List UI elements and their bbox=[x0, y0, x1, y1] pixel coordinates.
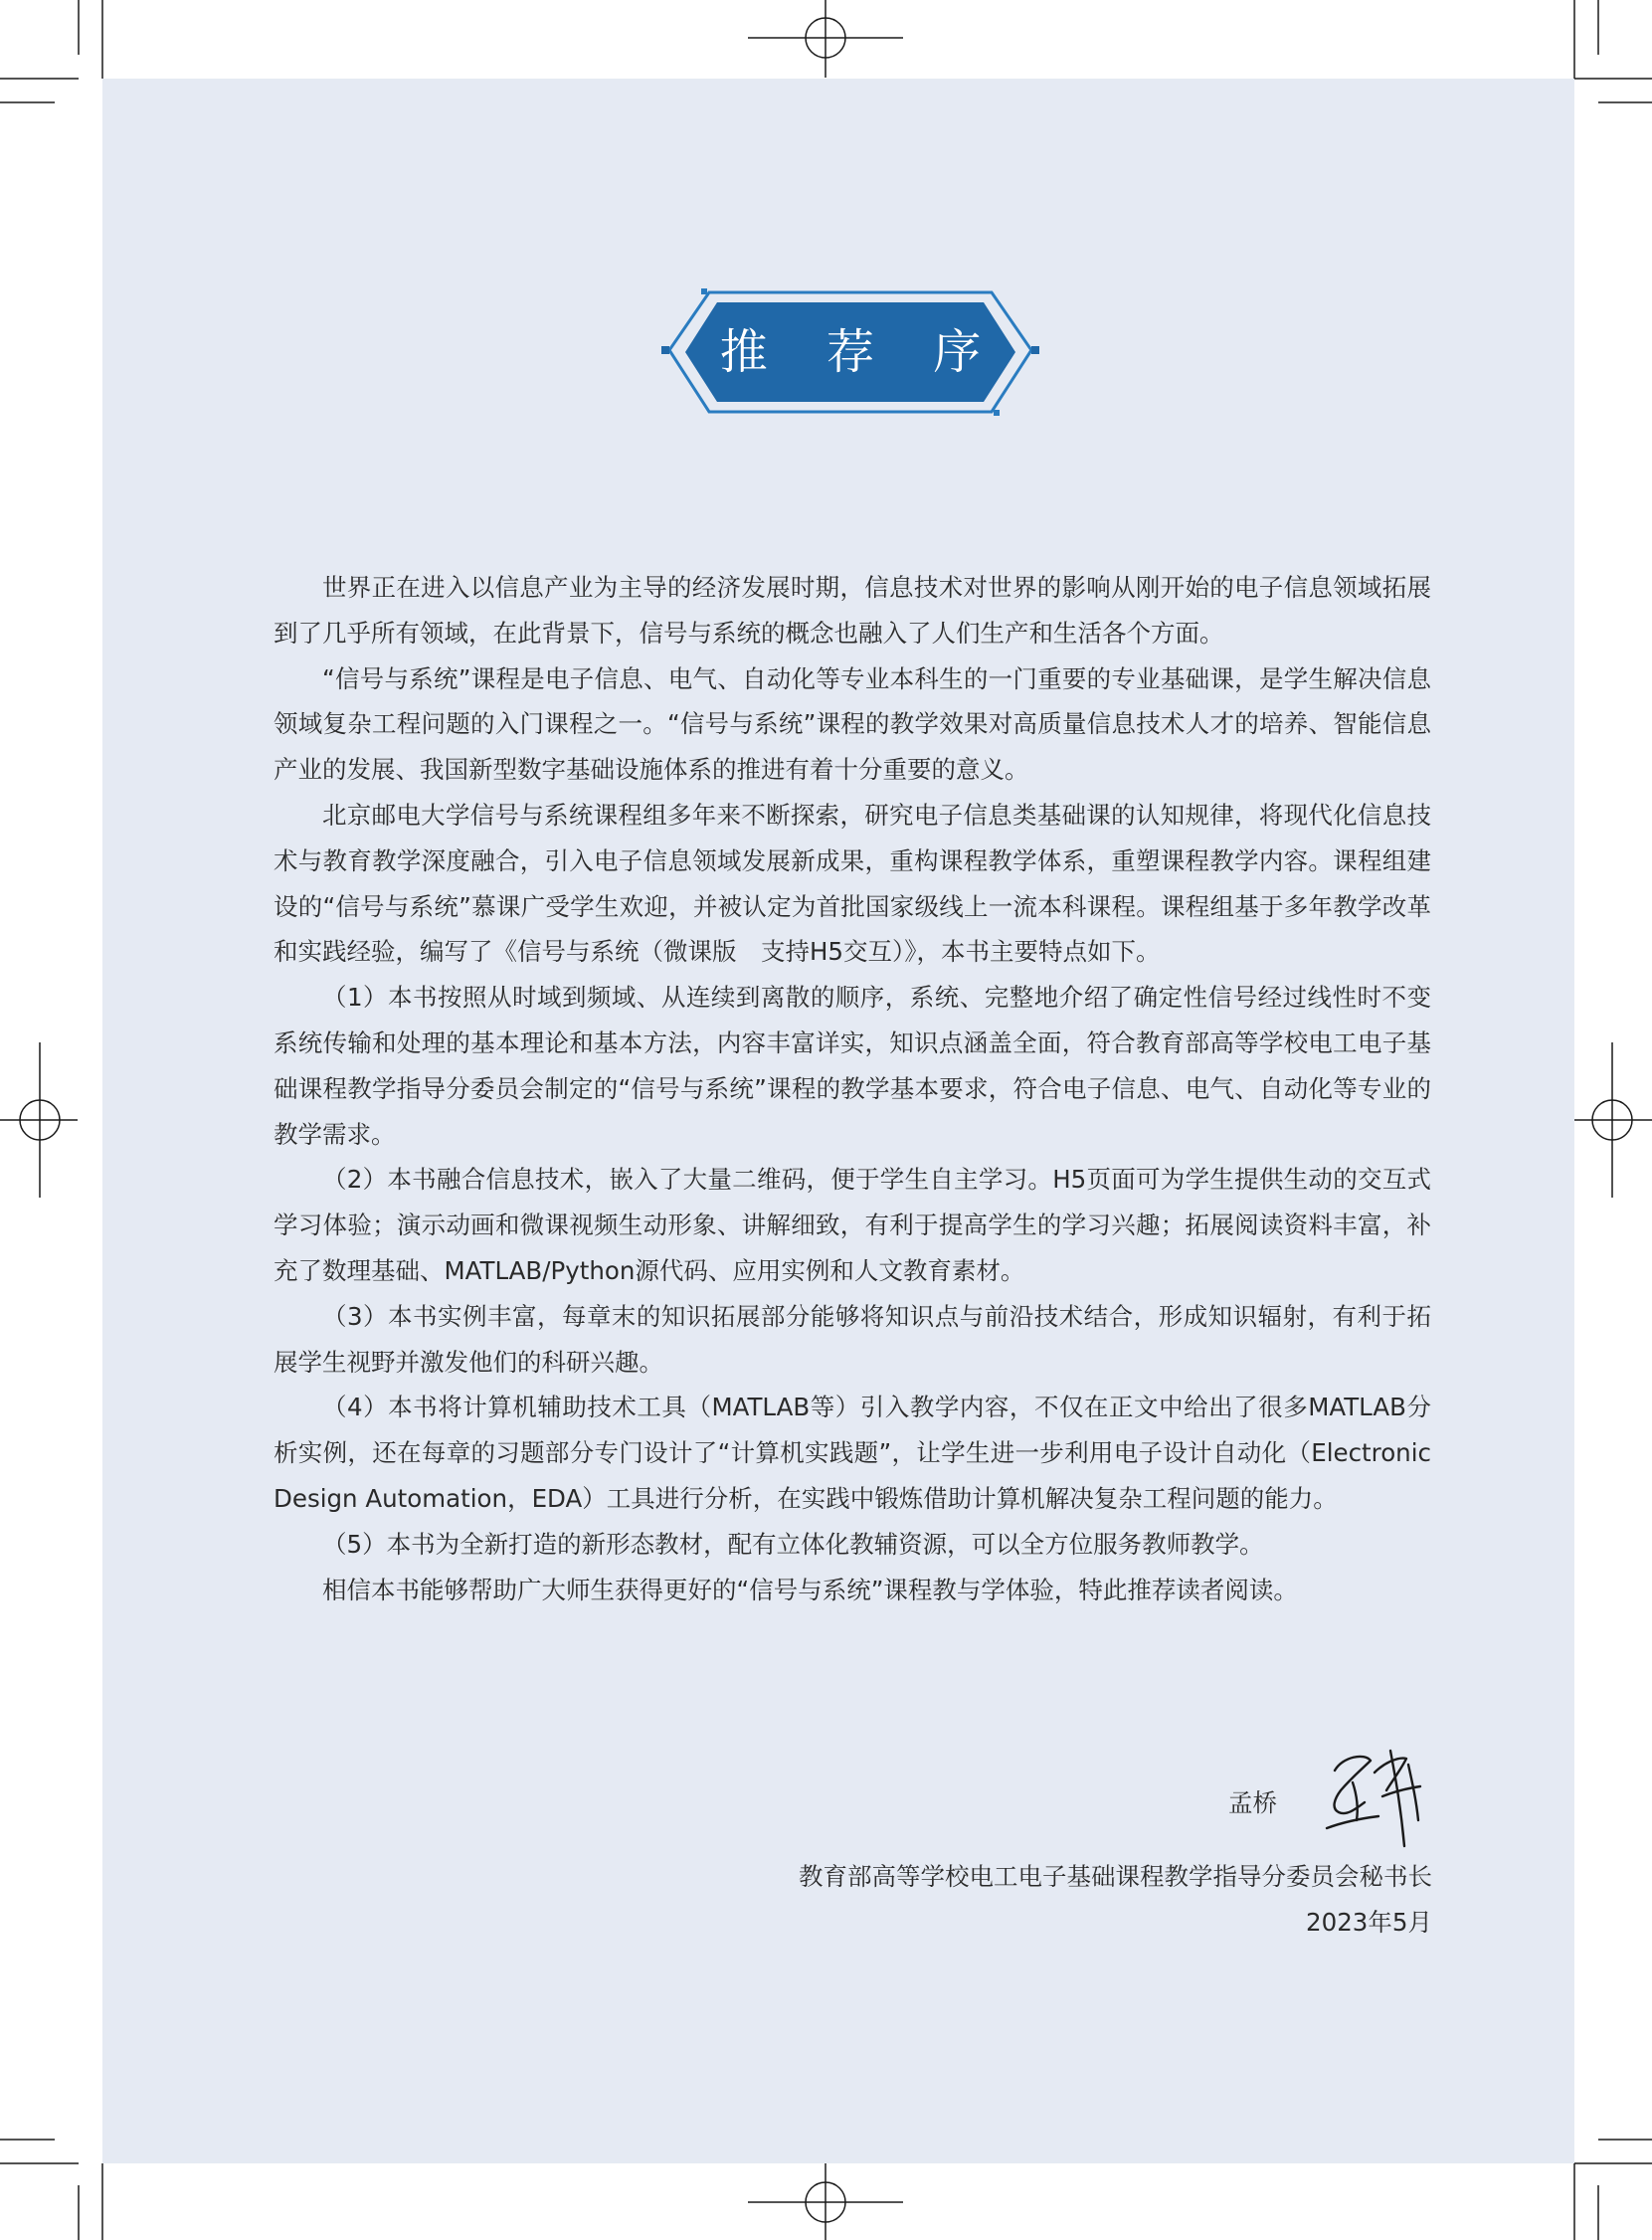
handwritten-signature bbox=[1313, 1743, 1432, 1854]
signer-title: 教育部高等学校电工电子基础课程教学指导分委员会秘书长 bbox=[799, 1862, 1432, 1891]
paragraph: 北京邮电大学信号与系统课程组多年来不断探索，研究电子信息类基础课的认知规律，将现代化信息技术与教育教学深度融合，引入电子信息领域发展新成果，重构课程教学体系，重塑课程教学内容。课程组建设的“信号与系统”慕课广受学生欢迎，并被认定为首批国家级线上一流本科课程。课程组基于多年教学改革和实践经验，编写了《信号与系统（微课版 支持H5交互）》，本书主要特点如下。 bbox=[274, 800, 1431, 967]
title-badge bbox=[661, 282, 1039, 422]
signature-date: 2023年5月 bbox=[1306, 1908, 1432, 1937]
page-title: 推 荐 序 bbox=[719, 324, 1004, 380]
foreword-body bbox=[274, 565, 1431, 1612]
paragraph: （1）本书按照从时域到频域、从连续到离散的顺序，系统、完整地介绍了确定性信号经过线性时不变系统传输和处理的基本理论和基本方法，内容丰富详实，知识点涵盖全面，符合教育部高等学校电工电子基础课程教学指导分委员会制定的“信号与系统”课程的教学基本要求，符合电子信息、电气、自动化等专业的教学需求。 bbox=[274, 983, 1431, 1149]
paragraph: （5）本书为全新打造的新形态教材，配有立体化教辅资源，可以全方位服务教师教学。 bbox=[322, 1529, 1264, 1559]
paragraph: 世界正在进入以信息产业为主导的经济发展时期，信息技术对世界的影响从刚开始的电子信息领域拓展到了几乎所有领域，在此背景下，信号与系统的概念也融入了人们生产和生活各个方面。 bbox=[274, 573, 1431, 648]
paragraph: 相信本书能够帮助广大师生获得更好的“信号与系统”课程教与学体验，特此推荐读者阅读。 bbox=[322, 1575, 1298, 1604]
paragraph: “信号与系统”课程是电子信息、电气、自动化等专业本科生的一门重要的专业基础课，是学生解决信息领域复杂工程问题的入门课程之一。“信号与系统”课程的教学效果对高质量信息技术人才的培养、智能信息产业的发展、我国新型数字基础设施体系的推进有着十分重要的意义。 bbox=[274, 663, 1431, 785]
paragraph: （3）本书实例丰富，每章末的知识拓展部分能够将知识点与前沿技术结合，形成知识辐射，有利于拓展学生视野并激发他们的科研兴趣。 bbox=[274, 1301, 1431, 1377]
paragraph: （2）本书融合信息技术，嵌入了大量二维码，便于学生自主学习。H5页面可为学生提供生动的交互式学习体验；演示动画和微课视频生动形象、讲解细致，有利于提高学生的学习兴趣；拓展阅读资料丰富，补充了数理基础、MATLAB/Python源代码、应用实例和人文教育素材。 bbox=[274, 1165, 1431, 1285]
signer-name: 孟桥 bbox=[1228, 1788, 1277, 1817]
paragraph: （4）本书将计算机辅助技术工具（MATLAB等）引入教学内容，不仅在正文中给出了很多MATLAB分析实例，还在每章的习题部分专门设计了“计算机实践题”，让学生进一步利用电子设计自动化（Electronic Design Automation，EDA）工具进行分析，在实践中锻炼借助计算机解决复杂工程问题的能力。 bbox=[274, 1393, 1431, 1513]
